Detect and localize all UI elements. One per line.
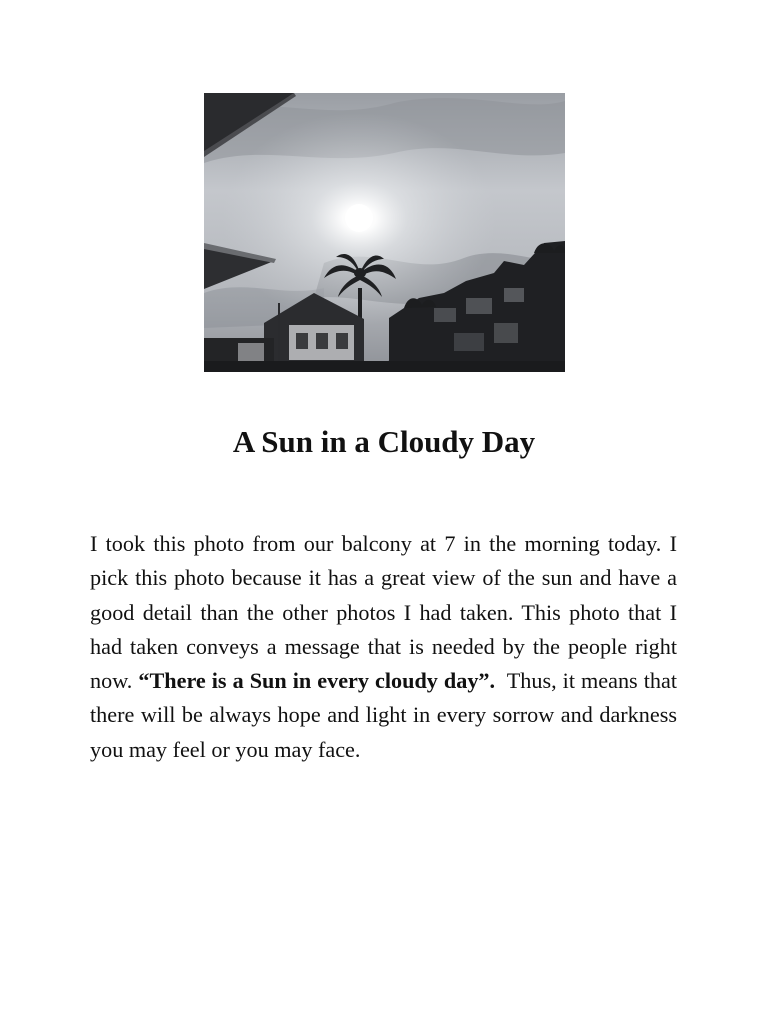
- paragraph-outro: Thus, it means that there will be always hope and light in every sorrow and darkness you may feel or you may face.: [90, 668, 677, 762]
- body-paragraph: [90, 527, 677, 767]
- paragraph-intro: I took this photo from our balcony at 7 in the morning today. I pick this photo because it has a great view of the sun and have a good detail than the other photos I had taken. This photo that I had taken conveys a message that is needed by the people right now.: [90, 531, 677, 694]
- sun-cloudy-sky-photo: [204, 93, 565, 372]
- paragraph-quote: “There is a Sun in every cloudy day”.: [138, 668, 496, 694]
- page-title: A Sun in a Cloudy Day: [232, 424, 536, 459]
- sun: [345, 204, 373, 232]
